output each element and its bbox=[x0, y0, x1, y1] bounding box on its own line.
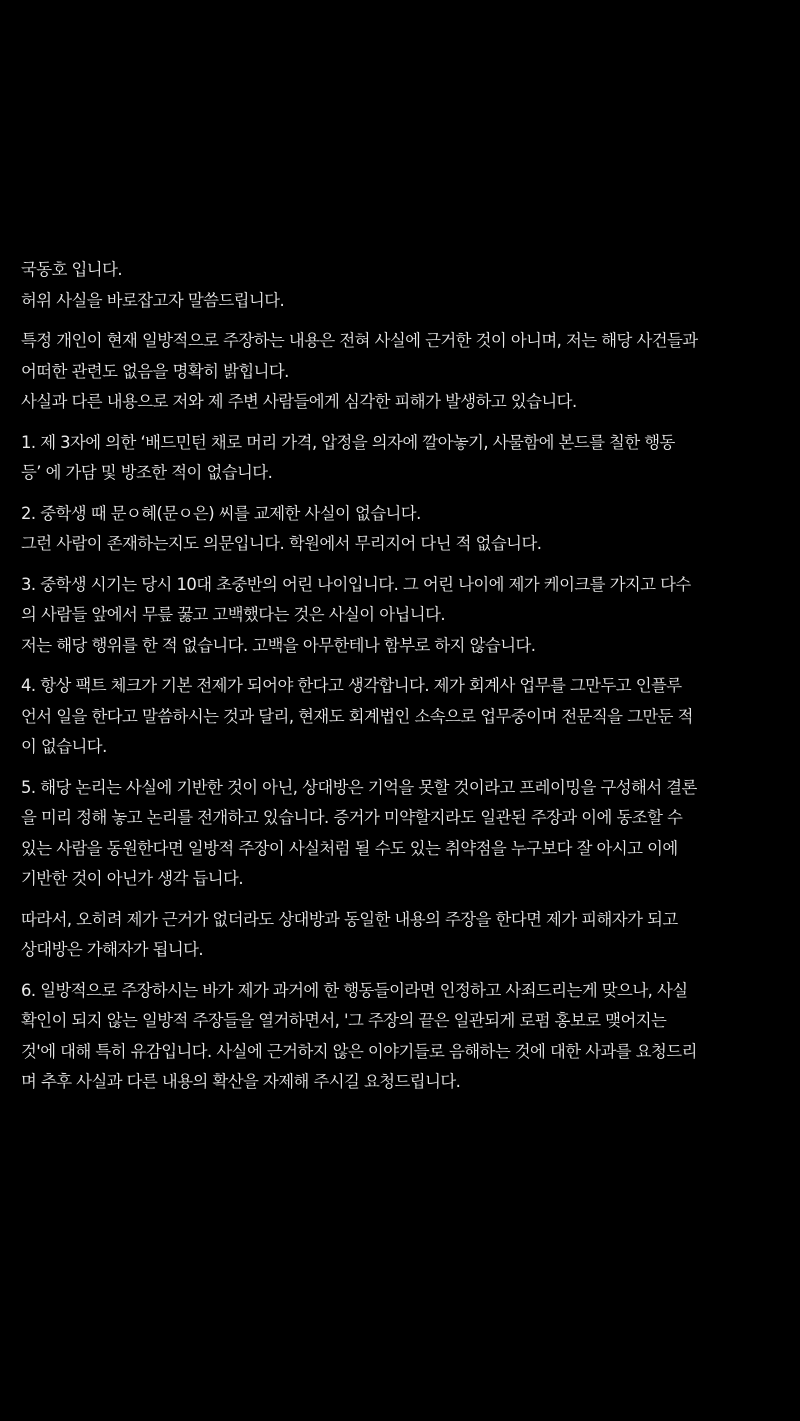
text-line: 것'에 대해 특히 유감입니다. 사실에 근거하지 않은 이야기들로 음해하는 것에 대한 사과를 요청드리 bbox=[21, 1041, 697, 1061]
paragraph-point-1 bbox=[21, 428, 793, 489]
paragraph-conclusion bbox=[21, 905, 793, 966]
text-line: 국동호 입니다. bbox=[21, 260, 123, 279]
text-line: 3. 중학생 시기는 당시 10대 초중반의 어린 나이입니다. 그 어린 나이에 제가 케이크를 가지고 다수 bbox=[21, 574, 691, 594]
paragraph-point-2 bbox=[21, 499, 793, 560]
text-line: 어떠한 관련도 없음을 명확히 밝힙니다. bbox=[21, 361, 289, 381]
text-line: 그런 사람이 존재하는지도 의문입니다. 학원에서 무리지어 다닌 적 없습니다. bbox=[21, 534, 542, 553]
text-line: 언서 일을 한다고 말씀하시는 것과 달리, 현재도 회계법인 소속으로 업무중이며 전문직을 그만둔 적 bbox=[21, 706, 693, 726]
paragraph-intro bbox=[21, 255, 793, 316]
text-line: 1. 제 3자에 의한 ‘배드민턴 채로 머리 가격, 압정을 의자에 깔아놓기, 사물함에 본드를 칠한 행동 bbox=[21, 432, 675, 452]
text-line: 상대방은 가해자가 됩니다. bbox=[21, 940, 204, 959]
text-line: 5. 해당 논리는 사실에 기반한 것이 아닌, 상대방은 기억을 못할 것이라고 프레이밍을 구성해서 결론 bbox=[21, 777, 697, 797]
paragraph-context bbox=[21, 326, 793, 418]
paragraph-point-5 bbox=[21, 773, 793, 895]
text-line: 기반한 것이 아닌가 생각 듭니다. bbox=[21, 869, 243, 888]
text-line: 확인이 되지 않는 일방적 주장들을 열거하면서, '그 주장의 끝은 일관되게 로펌 홍보로 맺어지는 bbox=[21, 1011, 667, 1030]
text-line: 2. 중학생 때 문ㅇ혜(문ㅇ은) 씨를 교제한 사실이 없습니다. bbox=[21, 503, 421, 523]
text-line: 저는 해당 행위를 한 적 없습니다. 고백을 아무한테나 함부로 하지 않습니다. bbox=[21, 635, 536, 655]
text-line: 있는 사람을 동원한다면 일방적 주장이 사실처럼 될 수도 있는 취약점을 누구보다 잘 아시고 이에 bbox=[21, 838, 678, 858]
text-line: 이 없습니다. bbox=[21, 737, 107, 756]
paragraph-point-3 bbox=[21, 570, 793, 662]
text-line: 며 추후 사실과 다른 내용의 확산을 자제해 주시길 요청드립니다. bbox=[21, 1072, 461, 1091]
text-line: 의 사람들 앞에서 무릎 꿇고 고백했다는 것은 사실이 아닙니다. bbox=[21, 605, 446, 624]
text-line: 4. 항상 팩트 체크가 기본 전제가 되어야 한다고 생각합니다. 제가 회계사 업무를 그만두고 인플루 bbox=[21, 676, 682, 695]
text-line: 등’ 에 가담 및 방조한 적이 없습니다. bbox=[21, 463, 273, 482]
paragraph-point-6 bbox=[21, 976, 793, 1098]
statement-document bbox=[21, 255, 793, 1108]
text-line: 을 미리 정해 놓고 논리를 전개하고 있습니다. 증거가 미약할지라도 일관된 주장과 이에 동조할 수 bbox=[21, 808, 683, 827]
text-line: 따라서, 오히려 제가 근거가 없더라도 상대방과 동일한 내용의 주장을 한다면 제가 피해자가 되고 bbox=[21, 909, 678, 929]
text-line: 특정 개인이 현재 일방적으로 주장하는 내용은 전혀 사실에 근거한 것이 아니며, 저는 해당 사건들과 bbox=[21, 331, 698, 350]
paragraph-point-4 bbox=[21, 671, 793, 763]
text-line: 6. 일방적으로 주장하시는 바가 제가 과거에 한 행동들이라면 인정하고 사죄드리는게 맞으나, 사실 bbox=[21, 980, 688, 1000]
text-line: 사실과 다른 내용으로 저와 제 주변 사람들에게 심각한 피해가 발생하고 있습니다. bbox=[21, 392, 577, 411]
text-line: 허위 사실을 바로잡고자 말씀드립니다. bbox=[21, 290, 285, 310]
